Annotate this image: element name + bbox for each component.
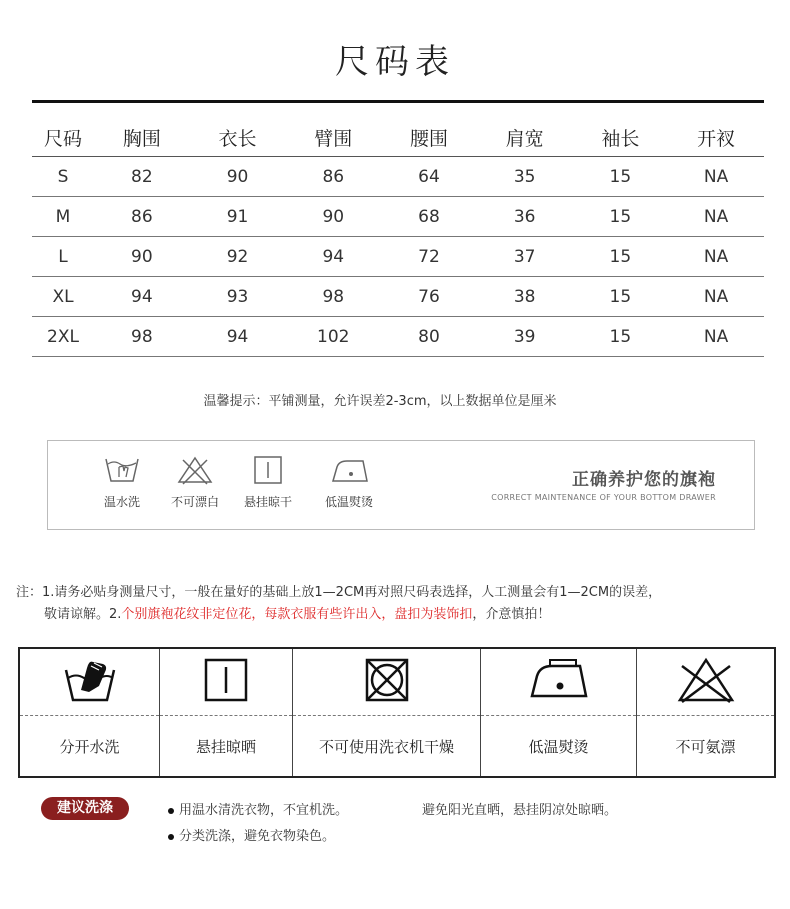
wash-label: 悬挂晾晒 (160, 716, 293, 778)
cell: 102 (285, 317, 381, 357)
cell: 98 (94, 317, 190, 357)
care-item-low-iron (314, 455, 384, 510)
advice-item (168, 825, 335, 844)
wash-icon-cell (19, 648, 160, 716)
no-bleach-icon (676, 656, 736, 704)
cell: 15 (573, 317, 669, 357)
header-arm: 臂围 (285, 118, 381, 157)
wash-icon-cell (293, 648, 481, 716)
header-sleeve: 袖长 (573, 118, 669, 157)
advice-text: 避免阳光直晒，悬挂阴凉处晾晒。 (422, 803, 618, 818)
low-iron-icon (528, 656, 590, 704)
cell: S (32, 157, 94, 197)
advice-item (168, 799, 348, 818)
cell: 90 (285, 197, 381, 237)
cell: 2XL (32, 317, 94, 357)
header-length: 衣长 (190, 118, 286, 157)
wash-label: 低温熨烫 (481, 716, 637, 778)
notice-line-1: 注：1.请务必贴身测量尺寸，一般在量好的基础上放1—2CM再对照尺码表选择，人工测量会有1—2CM的误差， (16, 585, 662, 600)
page-title: 尺码表 (335, 42, 455, 82)
header-slit: 开衩 (668, 118, 764, 157)
header-chest: 胸围 (94, 118, 190, 157)
size-table-header (32, 118, 764, 157)
cell: 86 (285, 157, 381, 197)
advice-badge: 建议洗涤 (41, 797, 129, 820)
cell: 94 (285, 237, 381, 277)
care-label: 悬挂晾干 (243, 495, 292, 509)
care-label: 温水洗 (103, 495, 140, 509)
no-bleach-icon (177, 455, 213, 485)
measurement-tip: 温馨提示：平铺测量，允许误差2-3cm，以上数据单位是厘米 (203, 394, 557, 409)
cell: 15 (573, 157, 669, 197)
cell: 72 (381, 237, 477, 277)
cell: 15 (573, 197, 669, 237)
cell: 90 (94, 237, 190, 277)
cell: NA (668, 277, 764, 317)
notice-text: 敬请谅解。2. (44, 607, 122, 622)
cell: 92 (190, 237, 286, 277)
cell: 94 (190, 317, 286, 357)
advice-text: 分类洗涤，避免衣物染色。 (179, 829, 336, 844)
hang-dry-icon (250, 455, 286, 485)
care-item-hang-dry (233, 455, 303, 510)
cell: 15 (573, 277, 669, 317)
cell: 39 (477, 317, 573, 357)
wash-icon-cell (637, 648, 776, 716)
table-row (32, 157, 764, 197)
cell: NA (668, 237, 764, 277)
wash-icon-cell (160, 648, 293, 716)
bullet-icon (168, 834, 174, 840)
notice-text: ，介意慎拍！ (472, 607, 551, 622)
bullet-icon (168, 808, 174, 814)
cell: L (32, 237, 94, 277)
cell: 80 (381, 317, 477, 357)
cell: 93 (190, 277, 286, 317)
header-size: 尺码 (32, 118, 94, 157)
notice-warning: 个别旗袍花纹非定位花，每款衣服有些许出入，盘扣为装饰扣 (121, 607, 473, 622)
low-iron-icon (329, 455, 369, 485)
hang-dry-icon (202, 656, 250, 704)
care-item-no-bleach (160, 455, 230, 510)
cell: 94 (94, 277, 190, 317)
care-title: 正确养护您的旗袍 (572, 470, 716, 490)
cell: 15 (573, 237, 669, 277)
cell: 91 (190, 197, 286, 237)
hand-wash-icon (63, 656, 117, 704)
cell: 86 (94, 197, 190, 237)
cell: 82 (94, 157, 190, 197)
care-box (47, 440, 755, 530)
care-subtitle: CORRECT MAINTENANCE OF YOUR BOTTOM DRAWER (491, 493, 716, 502)
header-waist: 腰围 (381, 118, 477, 157)
wash-instructions-table (18, 647, 776, 778)
table-row (32, 277, 764, 317)
cell: NA (668, 157, 764, 197)
notice (16, 582, 776, 626)
care-label: 低温熨烫 (324, 495, 373, 509)
cell: 90 (190, 157, 286, 197)
size-table (32, 118, 764, 357)
notice-line-2 (16, 604, 776, 626)
cell: XL (32, 277, 94, 317)
header-shoulder: 肩宽 (477, 118, 573, 157)
cell: 76 (381, 277, 477, 317)
advice-text: 用温水清洗衣物，不宜机洗。 (179, 803, 349, 818)
care-label: 不可漂白 (170, 495, 219, 509)
cell: 36 (477, 197, 573, 237)
wash-icon-cell (481, 648, 637, 716)
advice-item (422, 799, 617, 818)
wash-label: 不可使用洗衣机干燥 (293, 716, 481, 778)
cell: 68 (381, 197, 477, 237)
wash-label: 分开水洗 (19, 716, 160, 778)
cell: 64 (381, 157, 477, 197)
cell: 37 (477, 237, 573, 277)
wash-label: 不可氨漂 (637, 716, 776, 778)
cell: NA (668, 317, 764, 357)
cell: NA (668, 197, 764, 237)
table-row (32, 237, 764, 277)
care-item-warm-wash (87, 455, 157, 510)
title-divider (32, 100, 764, 103)
cell: 38 (477, 277, 573, 317)
wash-label-row (19, 716, 775, 778)
table-row (32, 197, 764, 237)
cell: 98 (285, 277, 381, 317)
table-row (32, 317, 764, 357)
no-tumble-dry-icon (363, 656, 411, 704)
warm-wash-icon (104, 455, 140, 485)
cell: 35 (477, 157, 573, 197)
wash-icon-row (19, 648, 775, 716)
cell: M (32, 197, 94, 237)
